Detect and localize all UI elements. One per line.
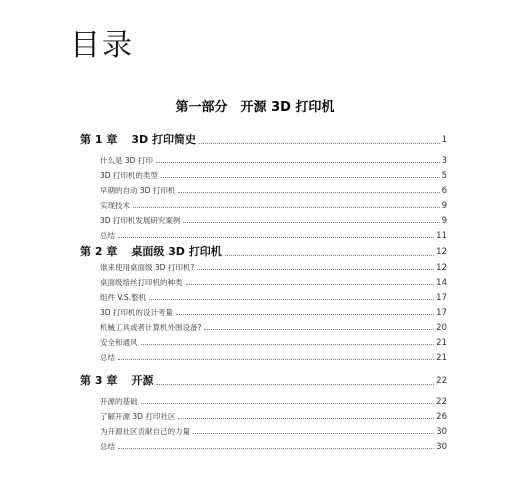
chapter-number: 第 1 章 xyxy=(80,133,118,146)
dot-leader xyxy=(161,177,440,178)
toc-entry-title: 总结 xyxy=(100,353,115,362)
toc-entry[interactable] xyxy=(100,307,447,319)
toc-entry-page: 20 xyxy=(436,323,447,333)
chapter-page-number: 22 xyxy=(436,376,447,386)
toc-entry-page: 17 xyxy=(436,293,447,303)
toc-entry-title: 3D 打印机发展研究案例 xyxy=(100,216,181,225)
chapter-page-number: 1 xyxy=(441,135,447,145)
toc-entry[interactable] xyxy=(100,396,447,408)
dot-leader xyxy=(118,237,434,238)
toc-entry[interactable] xyxy=(100,277,447,289)
toc-entry-title: 组件 V.S.整机 xyxy=(100,293,147,302)
toc-entry-title: 总结 xyxy=(100,442,115,451)
dot-leader xyxy=(156,162,440,163)
toc-entry-page: 5 xyxy=(441,171,447,181)
chapter-number: 第 2 章 xyxy=(80,245,118,258)
toc-entry[interactable] xyxy=(100,262,447,274)
toc-entry-page: 26 xyxy=(436,412,447,422)
toc-entry[interactable] xyxy=(100,292,447,304)
chapter-title: 桌面级 3D 打印机 xyxy=(131,245,222,258)
chapter-title: 3D 打印简史 xyxy=(131,133,196,146)
toc-entry[interactable] xyxy=(100,170,447,182)
toc-entry-title: 桌面级熔丝打印机的种类 xyxy=(100,278,183,287)
dot-leader xyxy=(118,359,434,360)
toc-entry-page: 12 xyxy=(436,263,447,273)
toc-entry-title: 总结 xyxy=(100,231,115,240)
dot-leader xyxy=(176,314,434,315)
dot-leader xyxy=(193,433,434,434)
dot-leader xyxy=(199,143,440,144)
toc-entry-page: 9 xyxy=(441,201,447,211)
toc-entry-page: 21 xyxy=(436,353,447,363)
toc-entry-page: 30 xyxy=(436,427,447,437)
toc-entry-title: 了解开源 3D 打印社区 xyxy=(100,412,176,421)
dot-leader xyxy=(133,207,440,208)
toc-chapter-2[interactable] xyxy=(80,244,447,260)
toc-entry-page: 21 xyxy=(436,338,447,348)
toc-entry[interactable] xyxy=(100,155,447,167)
toc-entry[interactable] xyxy=(100,185,447,197)
toc-entry-page: 9 xyxy=(441,216,447,226)
chapter-number: 第 3 章 xyxy=(80,374,118,387)
dot-leader xyxy=(225,255,434,256)
dot-leader xyxy=(183,222,439,223)
part-heading: 第一部分 开源 3D 打印机 xyxy=(175,100,335,115)
toc-entry-title: 3D 打印机的类型 xyxy=(100,171,158,180)
dot-leader xyxy=(197,269,434,270)
page-title: 目录 xyxy=(70,28,134,63)
toc-entry[interactable] xyxy=(100,200,447,212)
toc-entry-title: 安全和通风 xyxy=(100,338,138,347)
toc-entry-page: 6 xyxy=(441,186,447,196)
toc-entry[interactable] xyxy=(100,426,447,438)
toc-entry-page: 17 xyxy=(436,308,447,318)
toc-entry-page: 3 xyxy=(441,156,447,166)
toc-entry[interactable] xyxy=(100,230,447,242)
toc-chapter-3[interactable] xyxy=(80,373,447,389)
toc-entry-title: 为开源社区贡献自己的力量 xyxy=(100,427,190,436)
toc-entry-title: 谁来使用桌面级 3D 打印机? xyxy=(100,263,195,272)
dot-leader xyxy=(178,192,439,193)
toc-entry-title: 什么是 3D 打印 xyxy=(100,156,153,165)
chapter-title: 开源 xyxy=(131,374,154,387)
toc-entry[interactable] xyxy=(100,441,447,453)
toc-entry-page: 30 xyxy=(436,442,447,452)
dot-leader xyxy=(156,384,434,385)
toc-entry[interactable] xyxy=(100,322,447,334)
dot-leader xyxy=(118,448,434,449)
toc-entry-title: 3D 打印机的设计考量 xyxy=(100,308,173,317)
toc-entry-title: 机械工具或者计算机外围设备? xyxy=(100,323,202,332)
toc-entry-page: 14 xyxy=(436,278,447,288)
toc-entry-title: 开源的基础 xyxy=(100,397,138,406)
toc-entry-page: 22 xyxy=(436,397,447,407)
toc-entry-title: 实现技术 xyxy=(100,201,130,210)
dot-leader xyxy=(149,299,434,300)
dot-leader xyxy=(141,344,435,345)
dot-leader xyxy=(141,403,435,404)
dot-leader xyxy=(204,329,434,330)
toc-entry[interactable] xyxy=(100,352,447,364)
toc-entry[interactable] xyxy=(100,411,447,423)
toc-entry[interactable] xyxy=(100,337,447,349)
toc-entry-page: 11 xyxy=(436,231,447,241)
dot-leader xyxy=(186,284,435,285)
toc-chapter-1[interactable] xyxy=(80,132,447,148)
chapter-page-number: 12 xyxy=(436,247,447,257)
dot-leader xyxy=(178,418,434,419)
toc-entry[interactable] xyxy=(100,215,447,227)
toc-entry-title: 早期的自动 3D 打印机 xyxy=(100,186,176,195)
